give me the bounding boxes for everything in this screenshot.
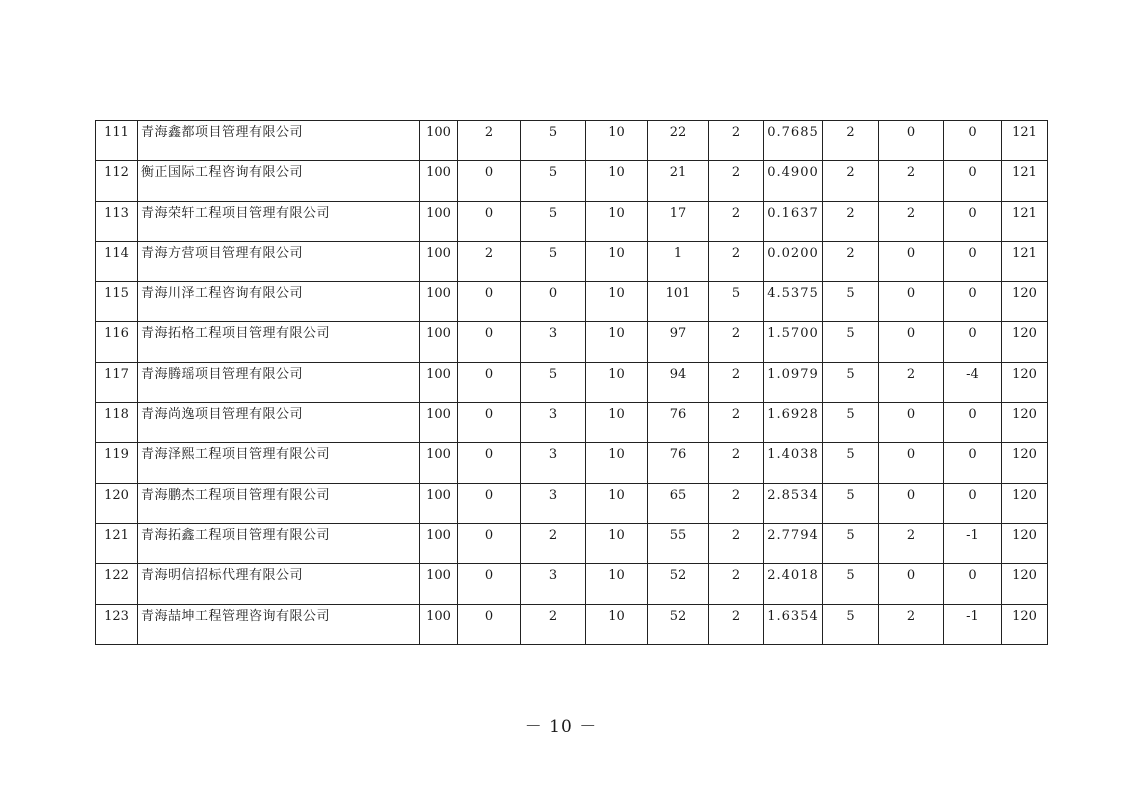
table-row: [96, 362, 1048, 402]
total-score-cell: 121: [1002, 201, 1048, 241]
col-10-cell: 2: [823, 241, 879, 281]
col-8-cell: 2: [709, 523, 764, 563]
col-5-cell: 5: [521, 241, 586, 281]
col-9-cell: 1.0979: [764, 362, 823, 402]
col-8-cell: 2: [709, 483, 764, 523]
col-7-cell: 76: [648, 403, 709, 443]
col-10-cell: 2: [823, 201, 879, 241]
col-12-cell: -1: [944, 604, 1002, 644]
col-11-cell: 0: [879, 121, 944, 161]
col-7-cell: 94: [648, 362, 709, 402]
col-9-cell: 0.0200: [764, 241, 823, 281]
col-7-cell: 22: [648, 121, 709, 161]
col-8-cell: 2: [709, 403, 764, 443]
base-score-cell: 100: [420, 282, 458, 322]
company-name-cell: 青海拓鑫工程项目管理有限公司: [138, 523, 420, 563]
col-8-cell: 5: [709, 282, 764, 322]
table-row: [96, 201, 1048, 241]
col-9-cell: 0.4900: [764, 161, 823, 201]
col-10-cell: 5: [823, 604, 879, 644]
col-11-cell: 0: [879, 241, 944, 281]
company-name-cell: 青海方营项目管理有限公司: [138, 241, 420, 281]
col-8-cell: 2: [709, 241, 764, 281]
base-score-cell: 100: [420, 241, 458, 281]
col-7-cell: 55: [648, 523, 709, 563]
col-8-cell: 2: [709, 121, 764, 161]
total-score-cell: 120: [1002, 523, 1048, 563]
base-score-cell: 100: [420, 322, 458, 362]
total-score-cell: 120: [1002, 564, 1048, 604]
rank-cell: 113: [96, 201, 138, 241]
company-name-cell: 青海明信招标代理有限公司: [138, 564, 420, 604]
total-score-cell: 120: [1002, 604, 1048, 644]
col-6-cell: 10: [586, 121, 648, 161]
col-6-cell: 10: [586, 161, 648, 201]
col-8-cell: 2: [709, 443, 764, 483]
col-10-cell: 5: [823, 564, 879, 604]
company-name-cell: 青海鑫都项目管理有限公司: [138, 121, 420, 161]
col-7-cell: 17: [648, 201, 709, 241]
col-7-cell: 21: [648, 161, 709, 201]
col-9-cell: 1.6354: [764, 604, 823, 644]
col-7-cell: 97: [648, 322, 709, 362]
col-7-cell: 65: [648, 483, 709, 523]
rank-cell: 123: [96, 604, 138, 644]
col-7-cell: 52: [648, 604, 709, 644]
col-7-cell: 52: [648, 564, 709, 604]
col-4-cell: 0: [458, 604, 521, 644]
rank-cell: 120: [96, 483, 138, 523]
base-score-cell: 100: [420, 201, 458, 241]
col-10-cell: 5: [823, 322, 879, 362]
rank-cell: 122: [96, 564, 138, 604]
col-6-cell: 10: [586, 523, 648, 563]
col-10-cell: 2: [823, 161, 879, 201]
col-6-cell: 10: [586, 282, 648, 322]
table-row: [96, 523, 1048, 563]
col-10-cell: 5: [823, 403, 879, 443]
table-row: [96, 564, 1048, 604]
col-11-cell: 2: [879, 362, 944, 402]
col-5-cell: 2: [521, 523, 586, 563]
company-name-cell: 青海尚逸项目管理有限公司: [138, 403, 420, 443]
col-8-cell: 2: [709, 322, 764, 362]
base-score-cell: 100: [420, 483, 458, 523]
col-5-cell: 2: [521, 604, 586, 644]
rank-cell: 111: [96, 121, 138, 161]
col-11-cell: 0: [879, 564, 944, 604]
rank-cell: 117: [96, 362, 138, 402]
col-8-cell: 2: [709, 362, 764, 402]
table-body: [96, 121, 1048, 645]
base-score-cell: 100: [420, 362, 458, 402]
table-row: [96, 121, 1048, 161]
col-4-cell: 0: [458, 161, 521, 201]
col-9-cell: 1.5700: [764, 322, 823, 362]
col-5-cell: 3: [521, 403, 586, 443]
total-score-cell: 120: [1002, 403, 1048, 443]
col-4-cell: 0: [458, 322, 521, 362]
col-12-cell: 0: [944, 241, 1002, 281]
col-8-cell: 2: [709, 564, 764, 604]
rank-cell: 121: [96, 523, 138, 563]
col-4-cell: 0: [458, 362, 521, 402]
col-10-cell: 5: [823, 523, 879, 563]
col-7-cell: 101: [648, 282, 709, 322]
rank-cell: 115: [96, 282, 138, 322]
col-12-cell: -4: [944, 362, 1002, 402]
col-11-cell: 2: [879, 201, 944, 241]
rank-cell: 114: [96, 241, 138, 281]
col-4-cell: 0: [458, 564, 521, 604]
col-4-cell: 0: [458, 523, 521, 563]
col-8-cell: 2: [709, 604, 764, 644]
table-row: [96, 443, 1048, 483]
col-6-cell: 10: [586, 241, 648, 281]
rank-cell: 116: [96, 322, 138, 362]
col-6-cell: 10: [586, 322, 648, 362]
base-score-cell: 100: [420, 403, 458, 443]
col-11-cell: 0: [879, 483, 944, 523]
col-10-cell: 2: [823, 121, 879, 161]
col-5-cell: 0: [521, 282, 586, 322]
total-score-cell: 121: [1002, 121, 1048, 161]
base-score-cell: 100: [420, 564, 458, 604]
base-score-cell: 100: [420, 161, 458, 201]
col-5-cell: 5: [521, 121, 586, 161]
col-5-cell: 3: [521, 322, 586, 362]
col-12-cell: 0: [944, 121, 1002, 161]
table-row: [96, 241, 1048, 281]
col-11-cell: 0: [879, 282, 944, 322]
col-12-cell: 0: [944, 403, 1002, 443]
col-11-cell: 0: [879, 443, 944, 483]
col-6-cell: 10: [586, 403, 648, 443]
total-score-cell: 120: [1002, 443, 1048, 483]
col-4-cell: 2: [458, 241, 521, 281]
col-11-cell: 2: [879, 161, 944, 201]
col-4-cell: 0: [458, 443, 521, 483]
table-row: [96, 604, 1048, 644]
company-name-cell: 青海拓格工程项目管理有限公司: [138, 322, 420, 362]
col-12-cell: -1: [944, 523, 1002, 563]
total-score-cell: 120: [1002, 282, 1048, 322]
col-12-cell: 0: [944, 161, 1002, 201]
col-4-cell: 0: [458, 403, 521, 443]
col-5-cell: 3: [521, 483, 586, 523]
base-score-cell: 100: [420, 121, 458, 161]
col-5-cell: 5: [521, 362, 586, 402]
table-row: [96, 161, 1048, 201]
table-row: [96, 483, 1048, 523]
col-5-cell: 5: [521, 201, 586, 241]
col-12-cell: 0: [944, 322, 1002, 362]
company-name-cell: 青海喆坤工程管理咨询有限公司: [138, 604, 420, 644]
total-score-cell: 121: [1002, 161, 1048, 201]
base-score-cell: 100: [420, 443, 458, 483]
col-12-cell: 0: [944, 483, 1002, 523]
col-4-cell: 2: [458, 121, 521, 161]
col-5-cell: 3: [521, 443, 586, 483]
col-10-cell: 5: [823, 282, 879, 322]
col-7-cell: 1: [648, 241, 709, 281]
company-name-cell: 青海腾瑶项目管理有限公司: [138, 362, 420, 402]
total-score-cell: 120: [1002, 322, 1048, 362]
col-12-cell: 0: [944, 201, 1002, 241]
company-name-cell: 衡正国际工程咨询有限公司: [138, 161, 420, 201]
col-8-cell: 2: [709, 161, 764, 201]
base-score-cell: 100: [420, 604, 458, 644]
col-11-cell: 2: [879, 604, 944, 644]
base-score-cell: 100: [420, 523, 458, 563]
col-9-cell: 2.4018: [764, 564, 823, 604]
col-5-cell: 5: [521, 161, 586, 201]
page-number: － 10 －: [524, 717, 598, 737]
col-9-cell: 1.6928: [764, 403, 823, 443]
col-6-cell: 10: [586, 201, 648, 241]
col-11-cell: 0: [879, 403, 944, 443]
col-4-cell: 0: [458, 201, 521, 241]
col-7-cell: 76: [648, 443, 709, 483]
col-9-cell: 2.8534: [764, 483, 823, 523]
col-6-cell: 10: [586, 362, 648, 402]
col-6-cell: 10: [586, 443, 648, 483]
col-9-cell: 4.5375: [764, 282, 823, 322]
col-6-cell: 10: [586, 483, 648, 523]
total-score-cell: 120: [1002, 483, 1048, 523]
score-table: [95, 120, 1048, 645]
company-name-cell: 青海泽熙工程项目管理有限公司: [138, 443, 420, 483]
rank-cell: 119: [96, 443, 138, 483]
total-score-cell: 121: [1002, 241, 1048, 281]
col-10-cell: 5: [823, 362, 879, 402]
table-row: [96, 282, 1048, 322]
table-row: [96, 322, 1048, 362]
company-name-cell: 青海荣轩工程项目管理有限公司: [138, 201, 420, 241]
col-8-cell: 2: [709, 201, 764, 241]
col-6-cell: 10: [586, 564, 648, 604]
col-10-cell: 5: [823, 443, 879, 483]
col-5-cell: 3: [521, 564, 586, 604]
table-row: [96, 403, 1048, 443]
col-12-cell: 0: [944, 282, 1002, 322]
rank-cell: 112: [96, 161, 138, 201]
col-9-cell: 0.7685: [764, 121, 823, 161]
col-4-cell: 0: [458, 483, 521, 523]
col-11-cell: 2: [879, 523, 944, 563]
company-name-cell: 青海鹏杰工程项目管理有限公司: [138, 483, 420, 523]
col-4-cell: 0: [458, 282, 521, 322]
col-12-cell: 0: [944, 443, 1002, 483]
col-12-cell: 0: [944, 564, 1002, 604]
company-name-cell: 青海川泽工程咨询有限公司: [138, 282, 420, 322]
col-9-cell: 1.4038: [764, 443, 823, 483]
col-11-cell: 0: [879, 322, 944, 362]
rank-cell: 118: [96, 403, 138, 443]
col-9-cell: 2.7794: [764, 523, 823, 563]
total-score-cell: 120: [1002, 362, 1048, 402]
col-10-cell: 5: [823, 483, 879, 523]
col-6-cell: 10: [586, 604, 648, 644]
col-9-cell: 0.1637: [764, 201, 823, 241]
